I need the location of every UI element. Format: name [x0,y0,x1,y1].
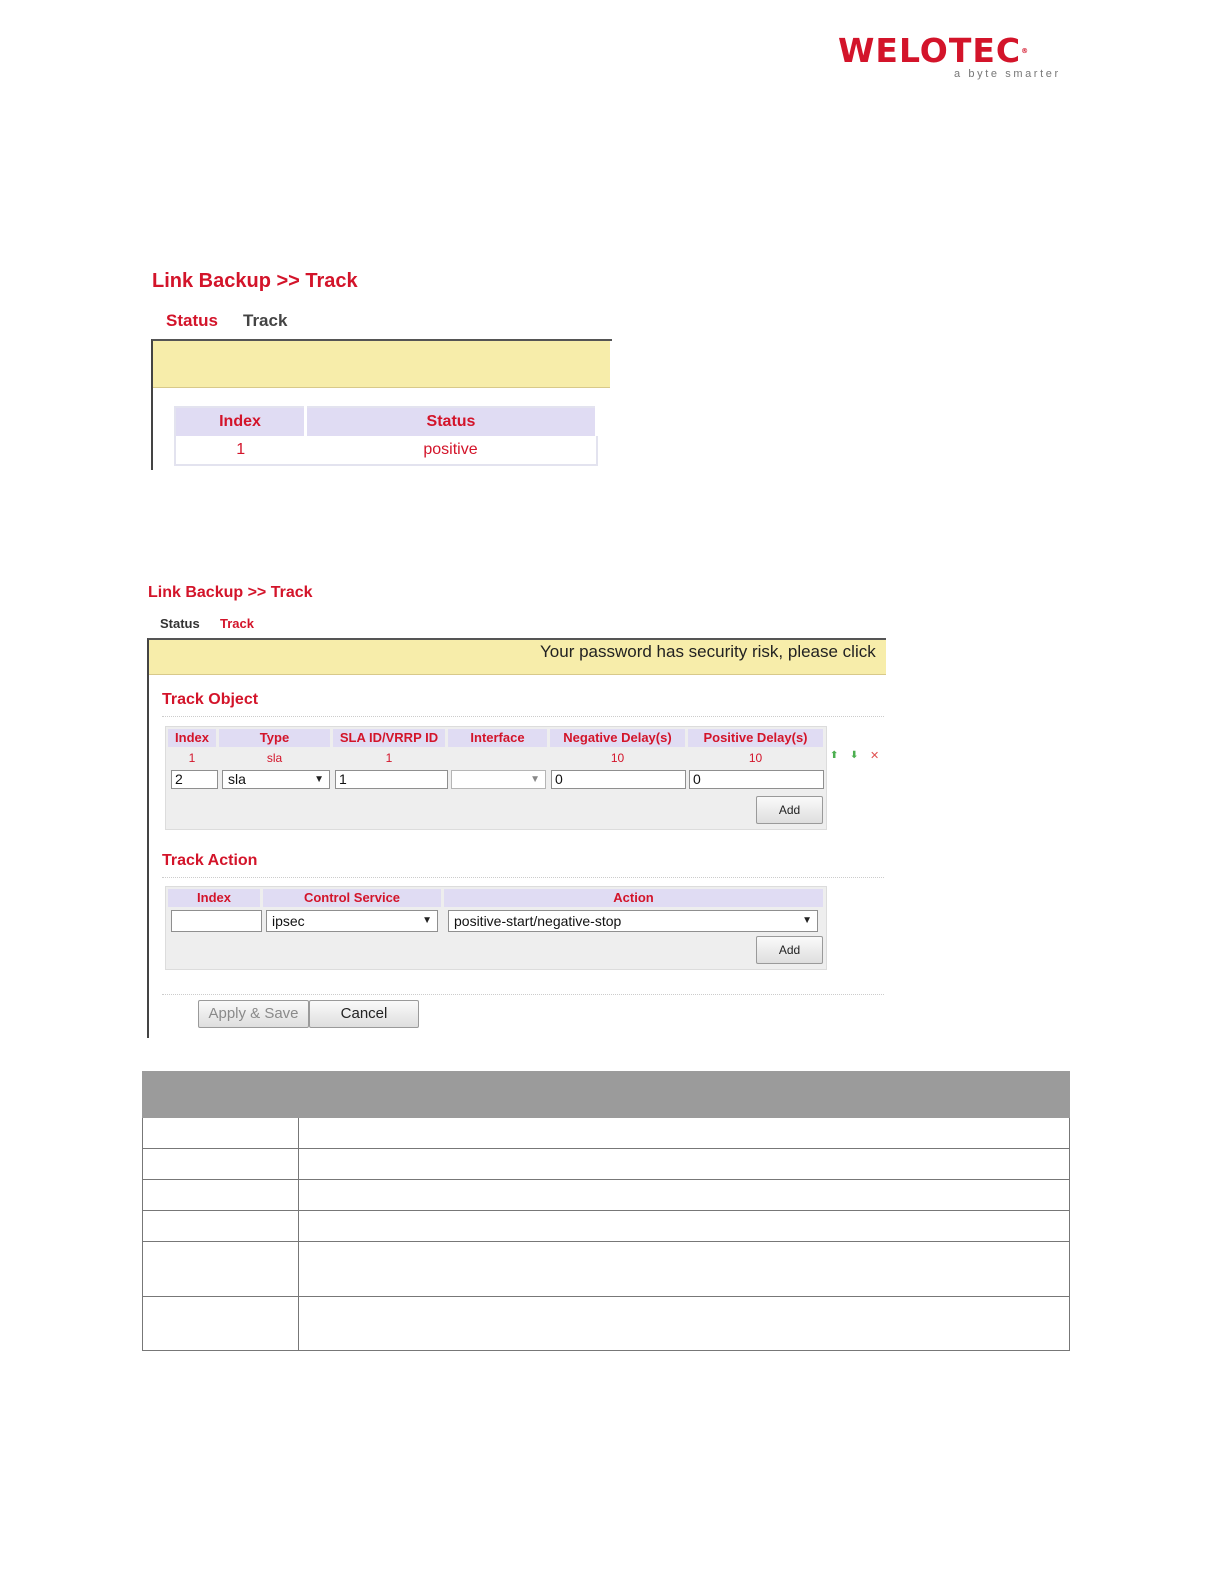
cancel-button[interactable]: Cancel [309,1000,419,1028]
column-header-sla-id: SLA ID/VRRP ID [333,729,445,747]
table-cell [143,1118,299,1148]
triangle-down-icon: ▼ [530,774,540,785]
control-service-value: ipsec [272,913,305,929]
track-action-table [165,886,827,970]
index-input[interactable]: 2 [171,770,218,789]
logo-tagline: a byte smarter [954,68,1061,80]
table-row [142,1149,1070,1180]
table-cell [143,1211,299,1241]
cell-status: positive [423,441,478,458]
security-warning-text[interactable]: Your password has security risk, please click [540,642,876,661]
section-divider [162,716,884,717]
arrow-up-icon[interactable]: ⬆ [830,750,839,761]
triangle-down-icon: ▼ [422,915,432,926]
cell-sla-id: 1 [385,751,393,765]
table-header [142,1071,1070,1118]
action-select-value: positive-start/negative-stop [454,913,622,929]
add-track-action-button[interactable]: Add [756,936,823,964]
table-cell [143,1149,299,1179]
security-warning-banner [149,640,886,675]
negative-delay-input[interactable]: 0 [551,770,686,789]
section-divider [162,877,884,878]
interface-select[interactable] [451,770,546,789]
table-row [142,1242,1070,1297]
delete-x-icon[interactable]: ✕ [870,750,880,762]
cell-negative-delay: 10 [610,751,625,765]
action-index-input[interactable] [171,910,262,932]
cell-positive-delay: 10 [748,751,763,765]
tab-status[interactable]: Status [166,311,218,330]
tab-track[interactable]: Track [220,616,254,631]
column-header-negative-delay: Negative Delay(s) [550,729,685,747]
arrow-down-icon[interactable]: ⬇ [850,750,859,761]
table-cell [143,1297,299,1350]
control-service-select[interactable] [266,910,438,932]
table-cell [143,1180,299,1210]
track-action-title: Track Action [162,852,258,869]
tab-status[interactable]: Status [160,616,200,631]
breadcrumb: Link Backup >> Track [152,270,358,292]
type-select[interactable] [222,770,330,789]
cell-type: sla [266,751,283,765]
column-header-control-service: Control Service [263,889,441,907]
cell-index: 1 [188,751,196,765]
content-panel [147,638,886,1038]
welotec-logo [838,31,1070,84]
column-header-index: Index [168,729,216,747]
column-header-type: Type [219,729,330,747]
sla-id-input[interactable]: 1 [335,770,448,789]
column-header-action: Action [444,889,823,907]
logo-wordmark: WELOTEC® [838,31,1030,70]
notification-banner [153,341,610,388]
parameter-description-table [142,1071,1070,1351]
tab-track[interactable]: Track [243,311,288,330]
table-row [142,1297,1070,1351]
add-track-object-button[interactable]: Add [756,796,823,824]
table-row [142,1118,1070,1149]
track-object-title: Track Object [162,691,259,708]
column-header-index: Index [168,889,260,907]
table-cell [143,1242,299,1296]
type-select-value: sla [228,771,246,787]
column-header-status: Status [306,407,597,436]
table-row [175,436,597,465]
track-status-table [174,406,598,466]
column-header-positive-delay: Positive Delay(s) [688,729,823,747]
apply-save-button[interactable]: Apply & Save [198,1000,309,1028]
positive-delay-input[interactable]: 0 [689,770,824,789]
breadcrumb: Link Backup >> Track [148,584,313,601]
column-header-index: Index [175,407,306,436]
cell-index: 1 [236,441,246,458]
triangle-down-icon: ▼ [314,774,324,785]
section-divider [162,994,884,995]
table-row [142,1180,1070,1211]
track-object-table [165,726,827,830]
action-select[interactable] [448,910,818,932]
table-row [142,1211,1070,1242]
triangle-down-icon: ▼ [802,915,812,926]
column-header-interface: Interface [448,729,547,747]
